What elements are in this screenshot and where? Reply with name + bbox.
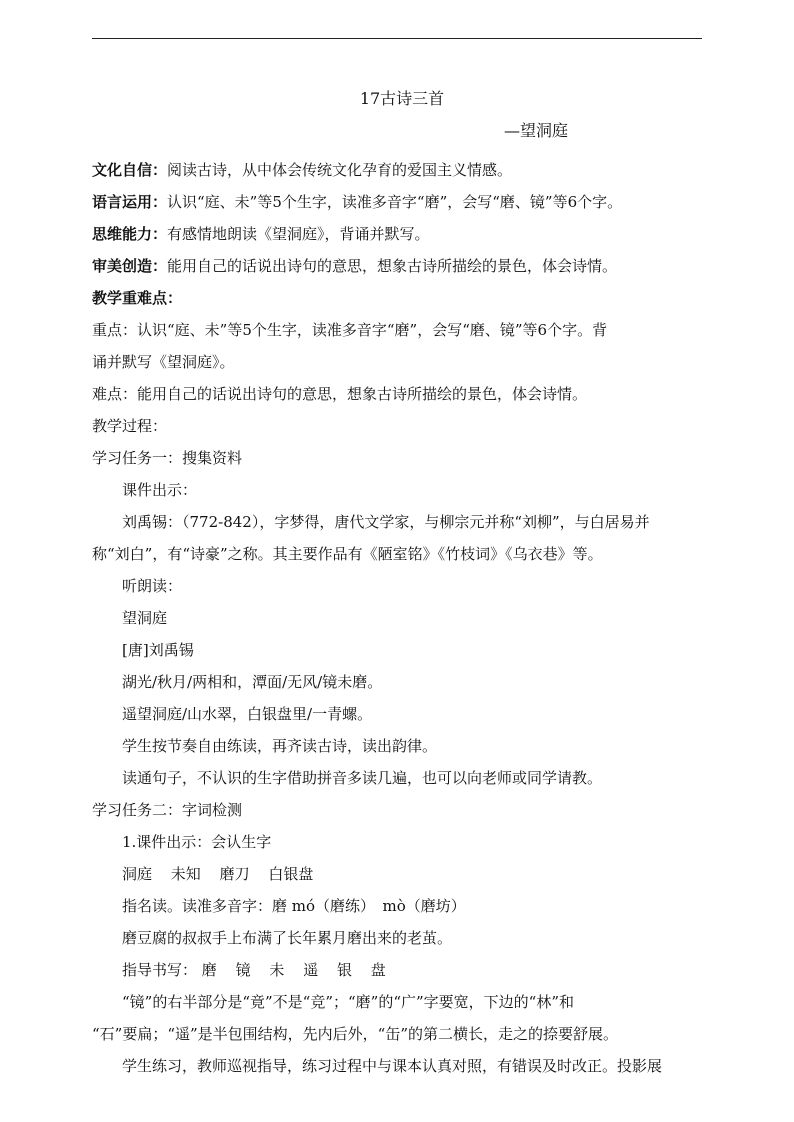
goal-language	[92, 186, 708, 218]
word: 未知	[170, 865, 201, 883]
goal-text: 阅读古诗，从中体会传统文化孕育的爱国主义情感。	[167, 161, 513, 179]
writing-char: 遥	[303, 961, 319, 979]
task2-heading: 学习任务二：字词检测	[92, 801, 243, 819]
writing-char: 银	[336, 961, 352, 979]
goal-aesthetic	[92, 250, 708, 282]
example-sentence: 磨豆腐的叔叔手上布满了长年累月磨出来的老茧。	[122, 929, 453, 947]
word-list	[92, 858, 708, 890]
writing-char: 盘	[370, 961, 386, 979]
hard-point: 难点：能用自己的话说出诗句的意思，想象古诗所描绘的景色，体会诗情。	[92, 385, 588, 403]
goal-label: 审美创造：	[92, 257, 168, 275]
courseware-label: 课件出示：	[122, 481, 198, 499]
goal-text: 能用自己的话说出诗句的意思，想象古诗所描绘的景色，体会诗情。	[167, 257, 618, 275]
goal-thinking	[92, 218, 708, 250]
lesson-title: 17古诗三首	[359, 89, 445, 108]
author-intro-line2: 称“刘白”，有“诗豪”之称。其主要作品有《陋室铭》《竹枝词》《乌衣巷》等。	[92, 545, 603, 563]
writing-char: 未	[269, 961, 285, 979]
key-point-line2: 诵并默写《望洞庭》。	[92, 353, 235, 371]
writing-char: 镜	[235, 961, 251, 979]
author-intro-line1: 刘禹锡：（772-842），字梦得，唐代文学家，与柳宗元并称“刘柳”，与白居易并	[122, 513, 650, 531]
courseware-item1: 1.课件出示：会认生字	[122, 833, 272, 851]
goal-label: 语言运用：	[92, 193, 168, 211]
word: 白银盘	[268, 865, 314, 883]
task1-heading: 学习任务一：搜集资料	[92, 449, 243, 467]
writing-tip-line2: “石”要扁；“遥”是半包围结构，先内后外，“缶”的第二横长，走之的捺要舒展。	[92, 1025, 619, 1043]
poem-title: 望洞庭	[122, 609, 168, 627]
key-point-line1: 重点：认识“庭、未”等5个生字，读准多音字“磨”，会写“磨、镜”等6个字。背	[92, 321, 608, 339]
header-rule	[92, 38, 702, 39]
goal-label: 文化自信：	[92, 161, 168, 179]
poem-line1: 湖光/秋月/两相和，潭面/无风/镜未磨。	[122, 673, 383, 691]
polyphone-line: 指名读。读准多音字：磨 mó（磨练） mò（磨坊）	[122, 897, 466, 915]
word: 洞庭	[122, 865, 153, 883]
lesson-subtitle: —望洞庭	[503, 121, 568, 140]
writing-char: 磨	[201, 961, 217, 979]
writing-tip-line1: “镜”的右半部分是“竟”不是“竞”；“磨”的“广”字要宽，下边的“林”和	[122, 993, 575, 1011]
practice-reading: 读通句子，不认识的生字借助拼音多读几遍，也可以向老师或同学请教。	[122, 769, 603, 787]
goal-label: 思维能力：	[92, 225, 168, 243]
listen-label: 听朗读：	[122, 577, 183, 595]
process-heading: 教学过程：	[92, 417, 168, 435]
goal-text: 认识“庭、未”等5个生字，读准多音字“磨”，会写“磨、镜”等6个字。	[167, 193, 623, 211]
difficulty-heading: 教学重难点：	[92, 289, 183, 307]
word: 磨刀	[219, 865, 250, 883]
document-body	[92, 84, 708, 1082]
writing-guide	[92, 954, 708, 986]
poem-author: [唐]刘禹锡	[122, 641, 194, 659]
practice-writing: 学生练习，教师巡视指导，练习过程中与课本认真对照，有错误及时改正。投影展	[122, 1057, 663, 1075]
practice-rhythm: 学生按节奏自由练读，再齐读古诗，读出韵律。	[122, 737, 438, 755]
poem-line2: 遥望洞庭/山水翠，白银盘里/一青螺。	[122, 705, 373, 723]
goal-culture	[92, 154, 708, 186]
writing-label: 指导书写：	[122, 961, 198, 979]
goal-text: 有感情地朗读《望洞庭》，背诵并默写。	[167, 225, 430, 243]
